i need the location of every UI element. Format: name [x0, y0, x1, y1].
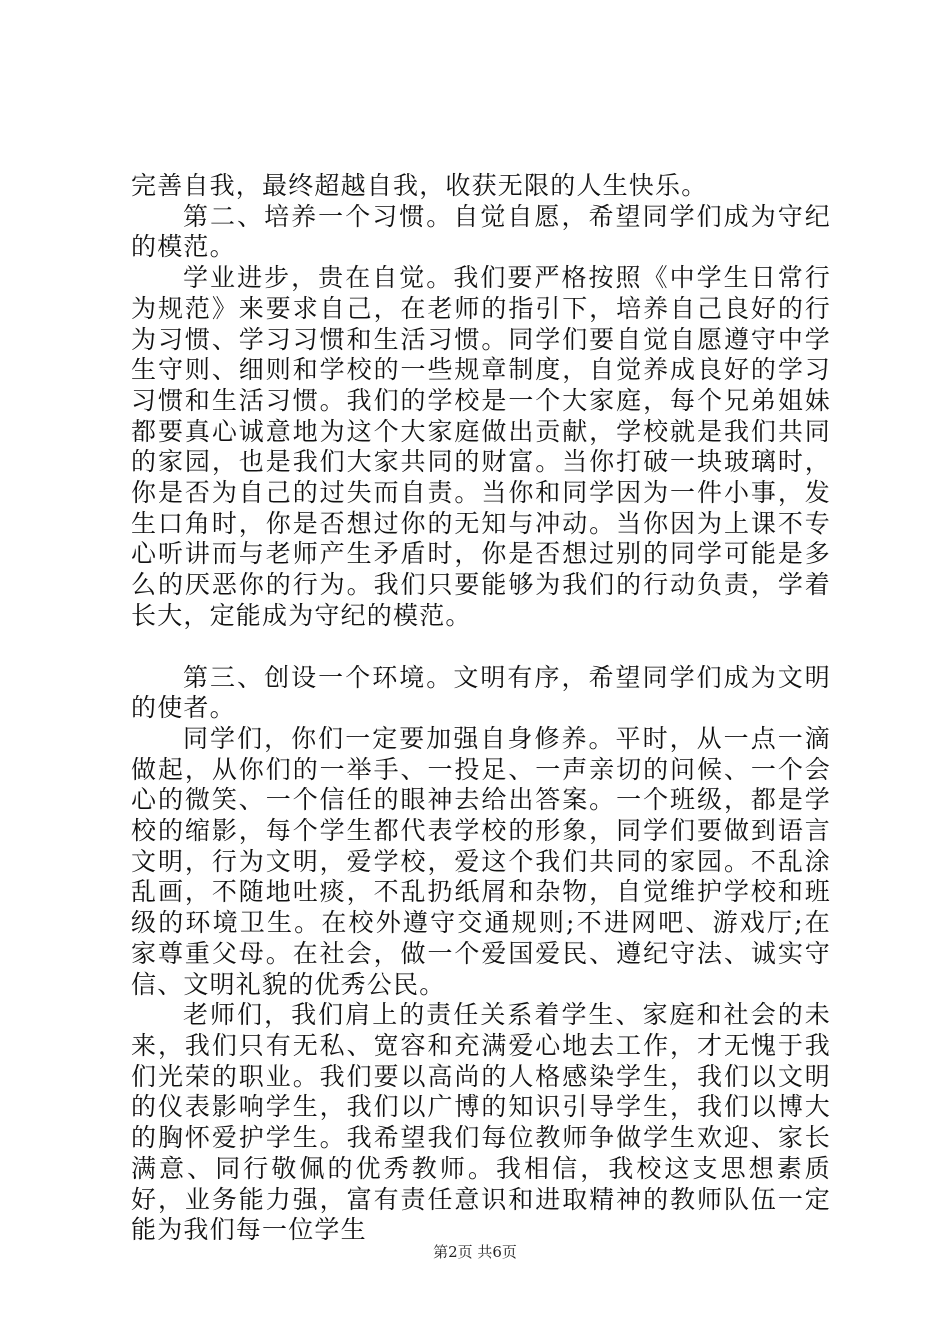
page-number-footer: 第2页 共6页: [433, 1243, 517, 1261]
document-body: [131, 171, 831, 1246]
paragraph-civility: 同学们，你们一定要加强自身修养。平时，从一点一滴做起，从你们的一举手、一投足、一声亲切的问候、一个会心的微笑、一个信任的眼神去给出答案。一个班级，都是学校的缩影，每个学生都代表学校的形象，同学们要做到语言文明，行为文明，爱学校，爱这个我们共同的家园。不乱涂乱画，不随地吐痰，不乱扔纸屑和杂物，自觉维护学校和班级的环境卫生。在校外遵守交通规则;不进网吧、游戏厅;在家尊重父母。在社会，做一个爱国爱民、遵纪守法、诚实守信、文明礼貌的优秀公民。: [131, 723, 831, 999]
paragraph-continuation: 完善自我，最终超越自我，收获无限的人生快乐。: [131, 171, 708, 200]
paragraph-heading-second: 第二、培养一个习惯。自觉自愿，希望同学们成为守纪的模范。: [131, 201, 831, 262]
paragraph-heading-third: 第三、创设一个环境。文明有序，希望同学们成为文明的使者。: [131, 662, 831, 723]
paragraph-teachers: 老师们，我们肩上的责任关系着学生、家庭和社会的未来，我们只有无私、宽容和充满爱心地去工作，才无愧于我们光荣的职业。我们要以高尚的人格感染学生，我们以文明的仪表影响学生，我们以广博的知识引导学生，我们以博大的胸怀爱护学生。我希望我们每位教师争做学生欢迎、家长满意、同行敬佩的优秀教师。我相信，我校这支思想素质好，业务能力强，富有责任意识和进取精神的教师队伍一定能为我们每一位学生: [131, 1000, 831, 1245]
paragraph-self-discipline: 学业进步，贵在自觉。我们要严格按照《中学生日常行为规范》来要求自己，在老师的指引下，培养自己良好的行为习惯、学习习惯和生活习惯。同学们要自觉自愿遵守中学生守则、细则和学校的一些规章制度，自觉养成良好的学习习惯和生活习惯。我们的学校是一个大家庭，每个兄弟姐妹都要真心诚意地为这个大家庭做出贡献，学校就是我们共同的家园，也是我们大家共同的财富。当你打破一块玻璃时，你是否为自己的过失而自责。当你和同学因为一件小事，发生口角时，你是否想过你的无知与冲动。当你因为上课不专心听讲而与老师产生矛盾时，你是否想过别的同学可能是多么的厌恶你的行为。我们只要能够为我们的行动负责，学着长大，定能成为守纪的模范。: [131, 263, 831, 630]
